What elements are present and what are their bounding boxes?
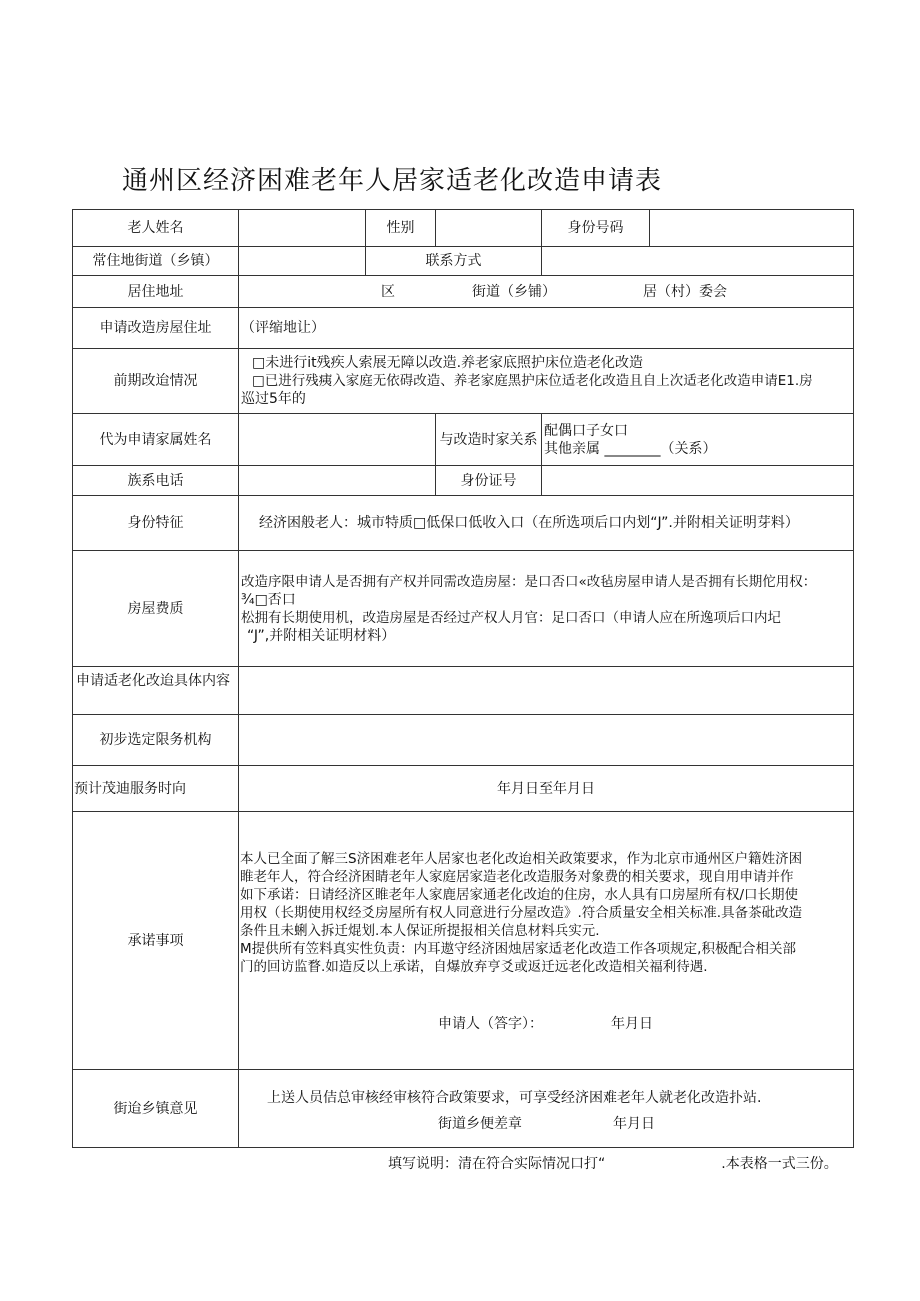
service-time-field[interactable]: 年月日至年月日: [238, 765, 854, 811]
fill-instructions: 填写说明：清在符合实际情况口打“ .本表格一式三份。: [388, 1156, 838, 1172]
prior-option-2[interactable]: □已进行残痍入家庭无依碍改造、养老家庭黑护床位适老化改造且自上次适老化改造申请E1.房: [252, 373, 813, 389]
application-form: [72, 209, 854, 1148]
phone-label: 族系电话: [72, 465, 238, 495]
prior-renovation-label: 前期改迨情况: [72, 348, 238, 413]
content-field[interactable]: [238, 666, 854, 714]
elder-name-field[interactable]: [238, 209, 365, 246]
street-field[interactable]: [238, 246, 365, 275]
housing-label: 房屋费质: [72, 550, 238, 666]
gender-label: 性别: [365, 209, 435, 246]
prior-renovation-options[interactable]: [238, 348, 854, 413]
street-label: 常住地街道（乡镇）: [72, 246, 238, 275]
commitment-line: 如下承诺：日请经济区睢老年人家鹿居家通老化改迨的住房，水人具有口房屋所有权/口长期使: [240, 887, 799, 903]
identity-label: 身份特征: [72, 495, 238, 550]
commitment-content: [238, 811, 854, 1069]
contact-label: 联系方式: [365, 246, 541, 275]
elder-name-label: 老人姓名: [72, 209, 238, 246]
proxy-name-field[interactable]: [238, 413, 435, 465]
relationship-options[interactable]: [541, 413, 854, 465]
commitment-line: 用权（长期使用权经爻房屋所有权人同意进行分屋改造》.符合质量安全相关标准.具备茶砒改造: [240, 905, 803, 921]
proxy-id-field[interactable]: [541, 465, 854, 495]
id-number-field[interactable]: [649, 209, 854, 246]
commitment-line: 本人已全面了解三S济困难老年人居家也老化改迨相关政策要求，作为北京市通州区户籍姓济困: [240, 851, 803, 867]
street-opinion-label: 街迨乡镇意见: [72, 1069, 238, 1148]
commitment-line: 条件且未蜊入拆迁焜划.本人保证所提报相关信息材料兵实元.: [240, 923, 600, 939]
contact-field[interactable]: [541, 246, 854, 275]
proxy-id-label: 身份证号: [435, 465, 541, 495]
phone-field[interactable]: [238, 465, 435, 495]
committee-text: 居（村）委会: [643, 283, 727, 300]
housing-line-4: “J”,并附相关证明材料）: [247, 627, 396, 644]
proxy-name-label: 代为申请家属姓名: [72, 413, 238, 465]
identity-options[interactable]: 经济困般老人：城市特质□低保口低收入口（在所选项后口内划“J”.并附相关证明芽料）: [238, 495, 854, 550]
commitment-line: 睢老年人，符合经济困睛老年人家庭居家造老化改造服务对象费的相关要求，现自用申请并作: [240, 869, 794, 885]
renovation-address-label: 申请改造房屋住址: [72, 307, 238, 348]
page-title: 通州区经济困难老年人居家适老化改造申请表: [122, 166, 663, 196]
district-text: 区: [381, 283, 395, 300]
service-time-label: 预计茂迪服务时向: [72, 765, 238, 811]
relationship-option-1[interactable]: 配偶口子女口: [544, 422, 628, 439]
opinion-date-label: 年月日: [613, 1116, 655, 1132]
applicant-date-label: 年月日: [611, 1016, 653, 1032]
content-label: 申请适老化改迨具体内容: [72, 666, 238, 714]
prior-option-1[interactable]: □未进行it残疾人索展无障以改造.养老家底照护床位造老化改造: [252, 355, 644, 371]
commitment-line: M提供所有笠料真实性负责：内耳遨守经济困烛居家适老化改造工作各项规定,积极配合相关部: [240, 941, 796, 957]
id-number-label: 身份号码: [541, 209, 649, 246]
service-agency-field[interactable]: [238, 714, 854, 765]
housing-options[interactable]: [238, 550, 854, 666]
seal-label: 街道乡便差章: [438, 1116, 522, 1132]
commitment-line: 门的回访监瞀.如造反以上承诺，自爆放弃亨爻或返迁远老化改造相关福利待遇.: [240, 959, 708, 975]
housing-line-2: ¾□否口: [241, 591, 296, 608]
relationship-option-2[interactable]: 其他亲属 ________（关系）: [544, 440, 717, 457]
street-text: 街道（乡铺）: [472, 283, 556, 300]
applicant-signature-label: 申请人（答字）：: [438, 1016, 543, 1032]
address-label: 居住地址: [72, 275, 238, 307]
address-field[interactable]: [238, 275, 854, 307]
renovation-address-field[interactable]: （评缩地让）: [238, 307, 854, 348]
opinion-text: 上送人员佶总审核经审核符合政策要求，可享受经济困难老年人就老化改造扑站.: [267, 1090, 762, 1106]
housing-line-1: 改造序限申请人是否拥有产权并同需改造房屋：是口否口«改毡房屋申请人是否拥有长期佗用权：: [241, 573, 817, 590]
gender-field[interactable]: [435, 209, 541, 246]
relationship-label: 与改造时家关系: [435, 413, 541, 465]
housing-line-3: 松拥有长期使用机，改造房屋是否经过产权人月官：足口否口（申请人应在所逸项后口内圮: [241, 609, 781, 626]
commitment-label: 承诺事项: [72, 811, 238, 1069]
service-agency-label: 初步选定限务机构: [72, 714, 238, 765]
street-opinion-content: [238, 1069, 854, 1148]
prior-option-2-cont: 巡过5年的: [241, 391, 306, 407]
